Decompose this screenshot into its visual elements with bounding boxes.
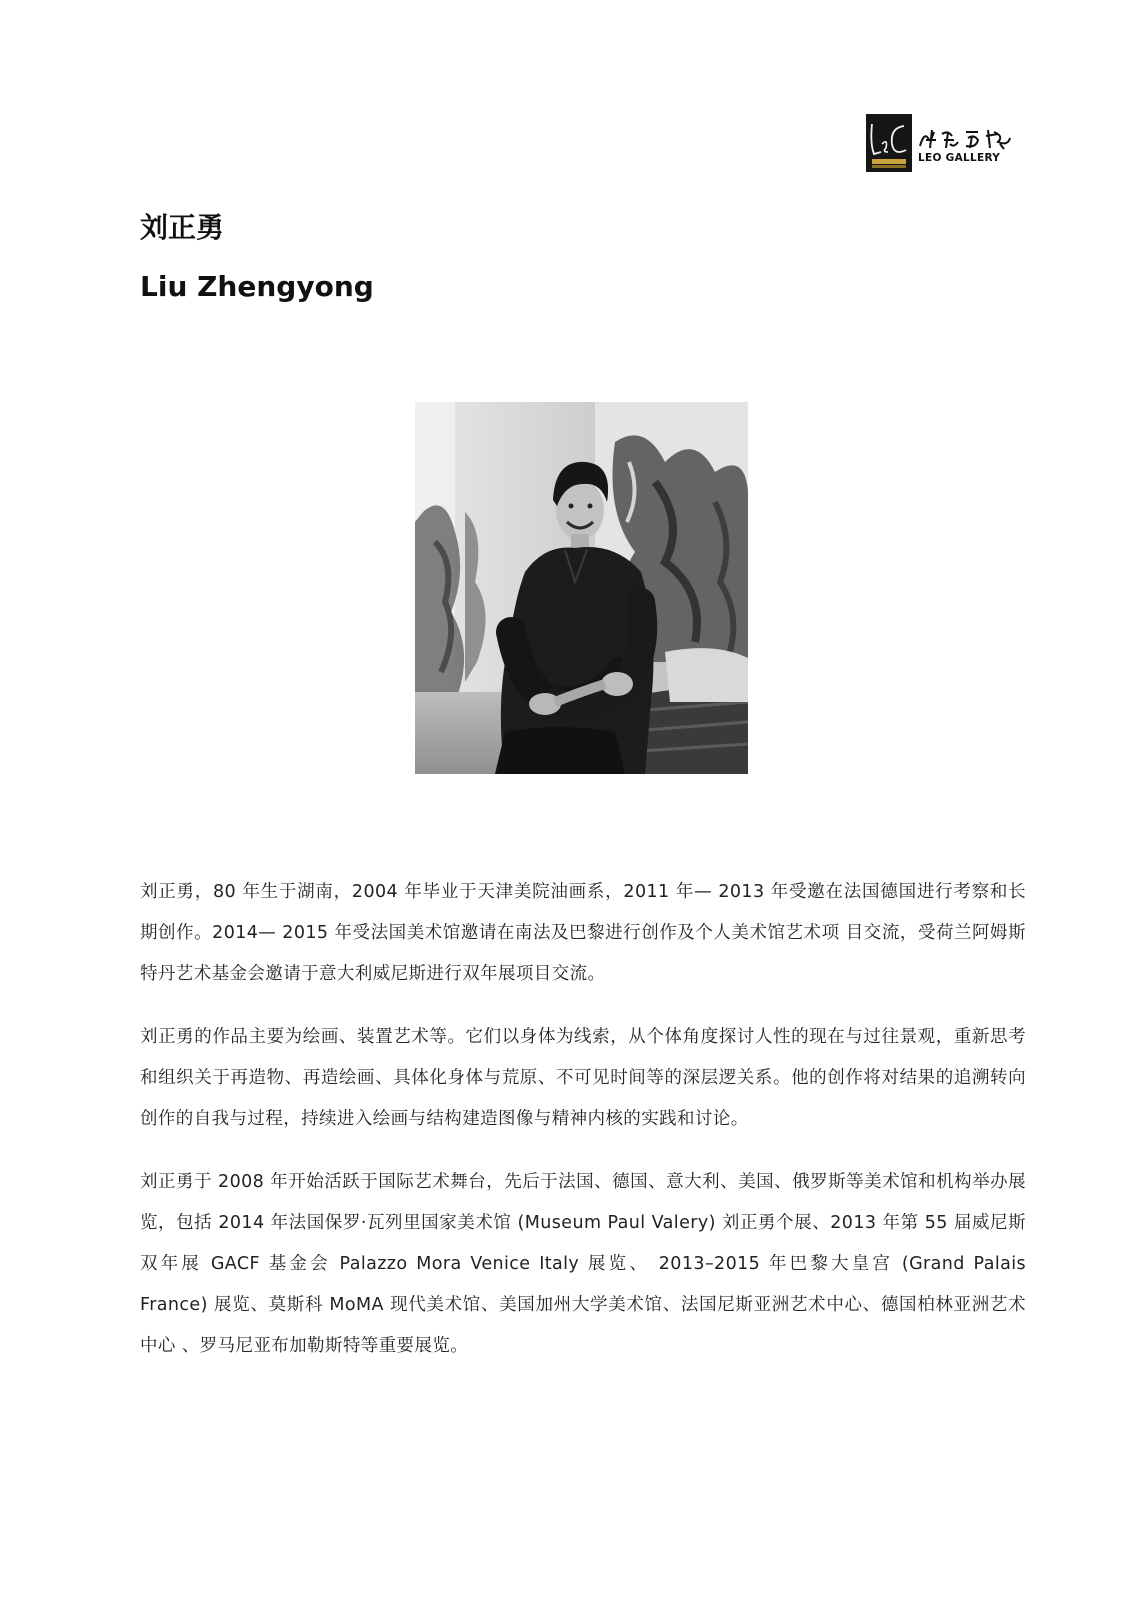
artist-name-en: Liu Zhengyong <box>140 270 374 303</box>
artist-portrait-photo <box>415 402 748 774</box>
logo-name-en: LEO GALLERY <box>918 152 1001 164</box>
bio-paragraph-2: 刘正勇的作品主要为绘画、装置艺术等。它们以身体为线索，从个体角度探讨人性的现在与过往景观，重新思考和组织关于再造物、再造绘画、具体化身体与荒原、不可见时间等的深层逻关系。他的创作将对结果的追溯转向创作的自我与过程，持续进入绘画与结构建造图像与精神内核的实践和讨论。 <box>140 1027 1026 1129</box>
portrait-image <box>415 402 748 774</box>
artist-biography <box>140 872 1026 1389</box>
bio-paragraph-1: 刘正勇，80 年生于湖南，2004 年毕业于天津美院油画系，2011 年— 2013 年受邀在法国德国进行考察和长期创作。2014— 2015 年受法国美术馆邀请在南法及巴黎进行创作及个人美术馆艺术项 目交流，受荷兰阿姆斯特丹艺术基金会邀请于意大利威尼斯进行双年展项目交流。 <box>140 882 1026 984</box>
artist-name-cn: 刘正勇 <box>140 211 225 244</box>
bio-paragraph-3: 刘正勇于 2008 年开始活跃于国际艺术舞台，先后于法国、德国、意大利、美国、俄罗斯等美术馆和机构举办展览，包括 2014 年法国保罗·瓦列里国家美术馆 (Museum Paul Valery) 刘正勇个展、2013 年第 55 届威尼斯双年展 GACF 基金会 Palazzo Mora Venice Italy 展览、 2013–2015 年巴黎大皇宫 (Grand Palais France) 展览、莫斯科 MoMA 现代美术馆、美国加州大学美术馆、法国尼斯亚洲艺术中心、德国柏林亚洲艺术中心 、罗马尼亚布加勒斯特等重要展览。 <box>140 1172 1026 1356</box>
gallery-logo <box>866 112 1016 172</box>
logo-mark-graphic <box>866 114 912 172</box>
logo-calligraphy <box>918 128 1014 150</box>
logo-mark <box>866 114 912 172</box>
